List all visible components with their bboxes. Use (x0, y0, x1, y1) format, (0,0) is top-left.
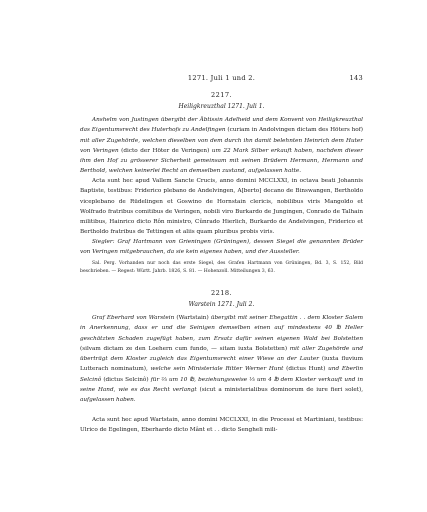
charter-body: Acta sunt hec apud Wartstain, anno domini MCCLXXI, in die Processi et Martiniani, testibus: Ulrico de Egelingen, Eberhardo dicto Mânt et . . dicto Sengheli mili- (80, 417, 363, 434)
regest-text: mit aller Zugehörde und überträgt dem Kloster zugleich das Eigentumsrecht einer Wiese an der Lauter (80, 345, 363, 363)
seal-label: Siegler: (92, 239, 115, 245)
latin-quote: (curiam in Andolvingen dictam des Höters hof) (225, 127, 363, 134)
entry-place-date: Warstein 1271. Juli 2. (188, 301, 255, 308)
entry-place-date: Heiligkreuzthal 1271. Juli 1. (178, 103, 265, 110)
charter-body: Acta sunt hec apud Vallem Sancte Crucis, anno domini MCCLXXI, in octava beati Johannis Baptiste, testibus: Friderico plebano de Andelvingen, A[berto] decano de Binswangen, Bertholdo viceplebano de Rüdelingen et Goswino de Hornstain clericis, nobilibus viris Mangoldo et Wolfrado fratribus comitibus de Veringen, nobili viro Burkardo de Jungingen, Conrado de Talhain militibus, Hainrico dicto Rôn ministro, Cûnrado Hierlich, Burkardo de Andelvingen, Friderico et Bertholdo fratribus de Tettingen et aliis quam pluribus probis viris. (80, 178, 363, 236)
regest-text: übergibt mit seiner Ehegattin . . dem Kloster Salem in Anerkennung, dass er und die Seinigen demselben einen auf mindestens 40 ℔ Heller geschätzten Schaden zugefügt haben, zum Ersatz dafür seinen eigenen Wald bei Bolstetten (80, 315, 363, 342)
regest-paragraph (80, 313, 363, 406)
running-head-title: 1271. Juli 1 und 2. (187, 74, 256, 82)
regest-text: für ⅔ um 10 ℔, beziehungsweise ⅓ um 4 ℔ dem Kloster verkauft und in seine Hand, wie es das Recht verlangt (80, 376, 364, 394)
latin-quote: (iuxta fluvium Lutterach nominatum), (80, 356, 363, 373)
latin-quote: (silvam dictam ze den Loehern cum fundo, — sitam iuxta Bolstetten) (80, 345, 290, 352)
regest-text: um 22 Mark Silber erkauft haben, nachdem dieser ihm den Hof zu grösserer Sicherheit gemeinsam mit seinen Brüdern Hermann, Hermann und Berthold, welchen keinerlei Recht an demselben zustand, aufgelassen hatte. (80, 147, 363, 175)
regest-text: Anshelm von Justingen übergibt der Äbtissin Adelheid und dem Konvent von Heiligkreuzthal das Eigentumsrecht des Huterhofs zu Andelfingen (80, 117, 363, 134)
source-note: Sal. Perg. Vorhanden nur noch das erste Siegel, des Grafen Hartmann von Grüningen, Bd. 3, S. 152, Bild beschrieben. — Regest: Württ. Jahrb. 1826, S. 81. — Hohenzoll. Mitteilungen 3, 63. (80, 261, 363, 274)
latin-quote: (sicut a ministerialibus dominorum de iure fieri solet), (196, 387, 363, 394)
entry-number: 2217. (211, 91, 232, 99)
seal-paragraph (80, 237, 363, 258)
page-number: 143 (349, 74, 363, 82)
latin-quote: (dictus Selcinô) (101, 376, 151, 383)
latin-quote: (dictus Hunt) (283, 366, 329, 373)
regest-paragraph (80, 115, 363, 177)
regest-text: welche sein Ministeriale Ritter Werner Hunt (150, 366, 284, 373)
seal-text: Graf Hartmann von Grieningen (Grüningen), dessen Siegel die genannten Brüder von Veringen mitgebrauchen, da sie kein eigenes haben, und der Aussteller. (80, 239, 363, 256)
regest-text: aufgelassen haben. (80, 397, 136, 404)
entry-number: 2218. (211, 289, 232, 297)
regest-text: Graf Eberhard von Warstein (92, 315, 175, 321)
regest-text: mit aller Zugehörde, welchen dieselben von dem durch ihn damit belehnten Heinrich dem Huter von Veringen (80, 137, 363, 154)
latin-quote: (Wartstain) (174, 315, 211, 321)
regest-text: und Eberlin Selcinô (80, 366, 363, 383)
latin-quote: (dicto der Höter de Veringen) (118, 147, 212, 154)
